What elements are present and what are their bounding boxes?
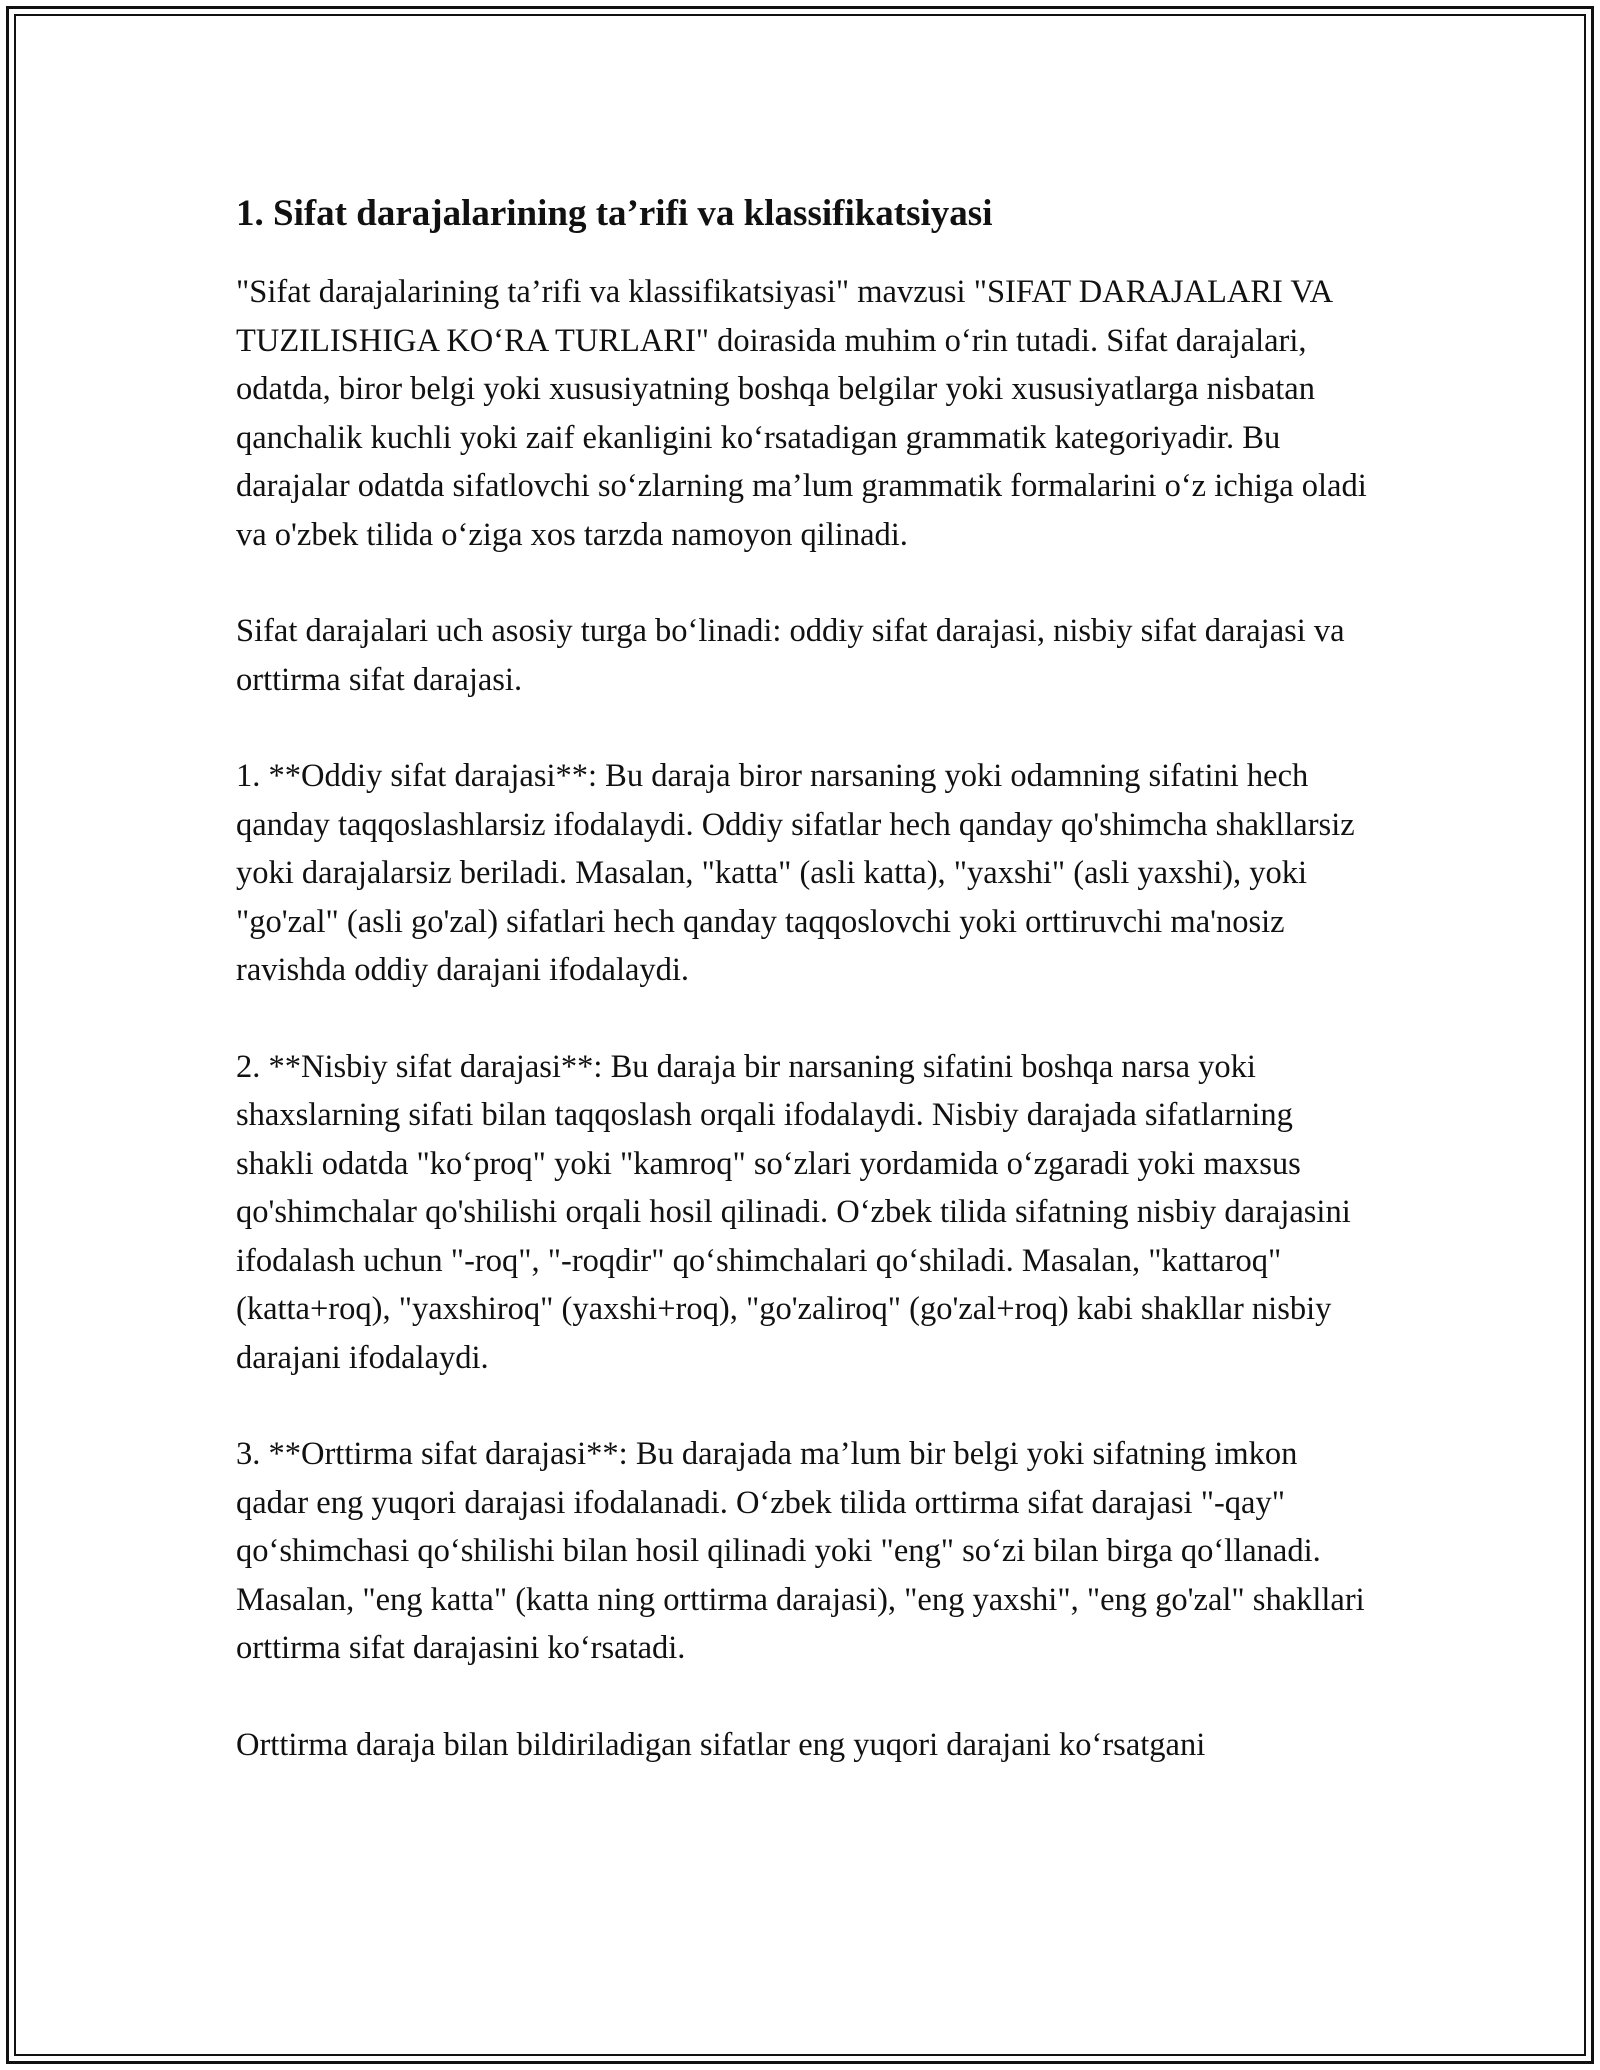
paragraph-types-overview: Sifat darajalari uch asosiy turga bo‘linadi: oddiy sifat darajasi, nisbiy sifat darajasi va orttirma sifat darajasi. — [236, 613, 1345, 698]
paragraph-orttirma-continued: Orttirma daraja bilan bildiriladigan sifatlar eng yuqori darajani ko‘rsatgani — [236, 1726, 1206, 1763]
section-heading: 1. Sifat darajalarining ta’rifi va klassifikatsiyasi — [236, 193, 993, 234]
paragraph-intro: "Sifat darajalarining ta’rifi va klassifikatsiyasi" mavzusi "SIFAT DARAJALARI VA TUZILISHIGA KO‘RA TURLARI" doirasida muhim o‘rin tutadi. Sifat darajalari, odatda, biror belgi yoki xususiyatning boshqa belgilar yoki xususiyatlarga nisbatan qanchalik kuchli yoki zaif ekanligini ko‘rsatadigan grammatik kategoriyadir. Bu darajalar odatda sifatlovchi so‘zlarning ma’lum grammatik formalarini o‘z ichiga oladi va o'zbek tilida o‘ziga xos tarzda namoyon qilinadi. — [236, 274, 1367, 553]
document-body — [236, 188, 1376, 1769]
paragraph-orttirma-daraja: 3. **Orttirma sifat darajasi**: Bu darajada ma’lum bir belgi yoki sifatning imkon qadar eng yuqori darajasi ifodalanadi. O‘zbek tilida orttirma sifat darajasi "-qay" qo‘shimchasi qo‘shilishi bilan hosil qilinadi yoki "eng" so‘zi bilan birga qo‘llanadi. Masalan, "eng katta" (katta ning orttirma darajasi), "eng yaxshi", "eng go'zal" shakllari orttirma sifat darajasini ko‘rsatadi. — [236, 1436, 1365, 1666]
paragraph-nisbiy-daraja: 2. **Nisbiy sifat darajasi**: Bu daraja bir narsaning sifatini boshqa narsa yoki shaxslarning sifati bilan taqqoslash orqali ifodalaydi. Nisbiy darajada sifatlarning shakli odatda "ko‘proq" yoki "kamroq" so‘zlari yordamida o‘zgaradi yoki maxsus qo'shimchalar qo'shilishi orqali hosil qilinadi. O‘zbek tilida sifatning nisbiy darajasini ifodalash uchun "-roq", "-roqdir" qo‘shimchalari qo‘shiladi. Masalan, "kattaroq" (katta+roq), "yaxshiroq" (yaxshi+roq), "go'zaliroq" (go'zal+roq) kabi shakllar nisbiy darajani ifodalaydi. — [236, 1048, 1351, 1376]
paragraph-oddiy-daraja: 1. **Oddiy sifat darajasi**: Bu daraja biror narsaning yoki odamning sifatini hech qanday taqqoslashlarsiz ifodalaydi. Oddiy sifatlar hech qanday qo'shimcha shakllarsiz yoki darajalarsiz beriladi. Masalan, "katta" (asli katta), "yaxshi" (asli yaxshi), yoki "go'zal" (asli go'zal) sifatlari hech qanday taqqoslovchi yoki orttiruvchi ma'nosiz ravishda oddiy darajani ifodalaydi. — [236, 758, 1355, 988]
